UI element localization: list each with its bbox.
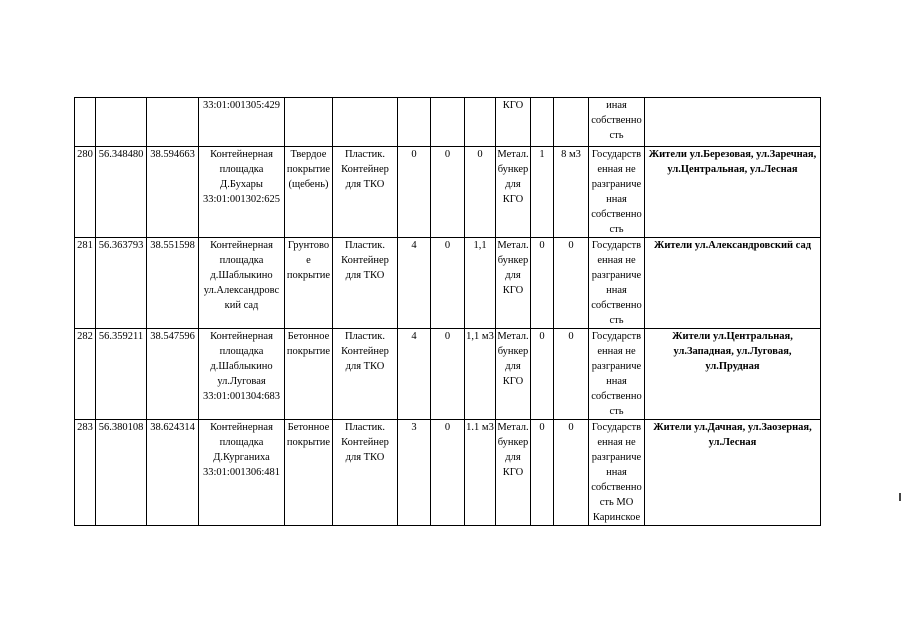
- cell-residents: Жители ул.Березовая, ул.Заречная, ул.Центральная, ул.Лесная: [645, 147, 821, 238]
- cell-number: 281: [75, 238, 96, 329]
- cell-container-volume: [465, 98, 496, 147]
- cell-latitude: 56.359211: [96, 329, 147, 420]
- cell-container-type: [333, 98, 398, 147]
- table-row: [75, 420, 821, 526]
- cell-longitude: 38.547596: [147, 329, 199, 420]
- cell-location: Контейнерная площадка Д.Бухары 33:01:001302:625: [199, 147, 285, 238]
- cell-location: 33:01:001305:429: [199, 98, 285, 147]
- cell-container-planned: 0: [431, 147, 465, 238]
- cell-container-count: 4: [398, 238, 431, 329]
- cell-surface: Бетонное покрытие: [285, 329, 333, 420]
- table-row: [75, 98, 821, 147]
- cell-bunker-count: 0: [531, 329, 554, 420]
- cell-container-type: Пластик. Контейнер для ТКО: [333, 238, 398, 329]
- register-table: [74, 97, 821, 526]
- table-row: [75, 147, 821, 238]
- cell-latitude: [96, 98, 147, 147]
- cell-number: [75, 98, 96, 147]
- cell-bunker-type: Метал. бункер для КГО: [496, 238, 531, 329]
- cell-longitude: [147, 98, 199, 147]
- table-row: [75, 329, 821, 420]
- cell-longitude: 38.624314: [147, 420, 199, 526]
- cell-container-volume: 1,1: [465, 238, 496, 329]
- cell-latitude: 56.348480: [96, 147, 147, 238]
- cell-container-count: [398, 98, 431, 147]
- cell-bunker-type: Метал. бункер для КГО: [496, 420, 531, 526]
- cell-latitude: 56.380108: [96, 420, 147, 526]
- cell-container-volume: 1.1 м3: [465, 420, 496, 526]
- cell-number: 280: [75, 147, 96, 238]
- cell-ownership: Государств енная не разграниче нная собственно сть: [589, 147, 645, 238]
- cell-bunker-type: Метал. бункер для КГО: [496, 329, 531, 420]
- cell-bunker-volume: 0: [554, 238, 589, 329]
- cell-residents: [645, 98, 821, 147]
- cell-ownership: иная собственно сть: [589, 98, 645, 147]
- cell-bunker-type: КГО: [496, 98, 531, 147]
- cell-container-planned: 0: [431, 420, 465, 526]
- cell-location: Контейнерная площадка д.Шаблыкино ул.Александровс кий сад: [199, 238, 285, 329]
- cell-bunker-volume: 8 м3: [554, 147, 589, 238]
- cell-container-volume: 1,1 м3: [465, 329, 496, 420]
- cell-location: Контейнерная площадка д.Шаблыкино ул.Луговая 33:01:001304:683: [199, 329, 285, 420]
- cell-bunker-count: 0: [531, 420, 554, 526]
- cell-bunker-volume: [554, 98, 589, 147]
- table-row: [75, 238, 821, 329]
- cell-surface: Бетонное покрытие: [285, 420, 333, 526]
- cell-longitude: 38.594663: [147, 147, 199, 238]
- cell-bunker-volume: 0: [554, 420, 589, 526]
- cell-container-planned: 0: [431, 329, 465, 420]
- cell-ownership: Государств енная не разграниче нная собственно сть: [589, 329, 645, 420]
- cell-container-type: Пластик. Контейнер для ТКО: [333, 420, 398, 526]
- cell-number: 282: [75, 329, 96, 420]
- cell-residents: Жители ул.Центральная, ул.Западная, ул.Луговая, ул.Прудная: [645, 329, 821, 420]
- cell-bunker-count: [531, 98, 554, 147]
- cell-container-planned: 0: [431, 238, 465, 329]
- cell-longitude: 38.551598: [147, 238, 199, 329]
- cell-residents: Жители ул.Александровский сад: [645, 238, 821, 329]
- cell-bunker-type: Метал. бункер для КГО: [496, 147, 531, 238]
- cell-residents: Жители ул.Дачная, ул.Заозерная, ул.Лесная: [645, 420, 821, 526]
- cell-bunker-volume: 0: [554, 329, 589, 420]
- cell-surface: Грунтово е покрытие: [285, 238, 333, 329]
- cell-container-volume: 0: [465, 147, 496, 238]
- cell-container-type: Пластик. Контейнер для ТКО: [333, 147, 398, 238]
- cell-surface: Твердое покрытие (щебень): [285, 147, 333, 238]
- cell-number: 283: [75, 420, 96, 526]
- cell-container-planned: [431, 98, 465, 147]
- cell-bunker-count: 1: [531, 147, 554, 238]
- scan-mark: [899, 493, 901, 501]
- cell-location: Контейнерная площадка Д.Курганиха 33:01:001306:481: [199, 420, 285, 526]
- cell-ownership: Государств енная не разграниче нная собственно сть МО Каринское: [589, 420, 645, 526]
- cell-container-type: Пластик. Контейнер для ТКО: [333, 329, 398, 420]
- cell-surface: [285, 98, 333, 147]
- cell-container-count: 4: [398, 329, 431, 420]
- cell-ownership: Государств енная не разграниче нная собственно сть: [589, 238, 645, 329]
- cell-latitude: 56.363793: [96, 238, 147, 329]
- cell-container-count: 3: [398, 420, 431, 526]
- cell-bunker-count: 0: [531, 238, 554, 329]
- cell-container-count: 0: [398, 147, 431, 238]
